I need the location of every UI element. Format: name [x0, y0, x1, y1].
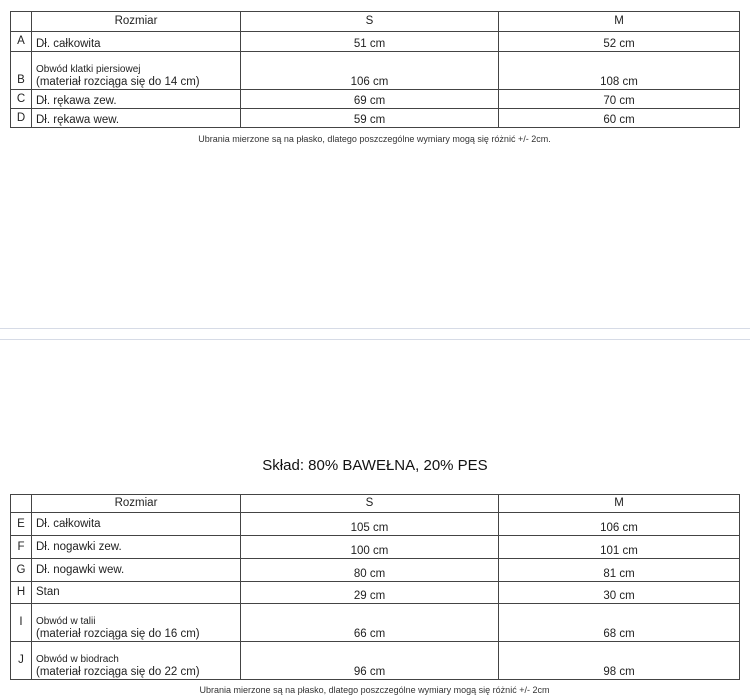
- row-label: [32, 642, 241, 680]
- row-value-m: 60 cm: [499, 109, 740, 128]
- row-label-line1: Obwód w talii: [36, 616, 96, 627]
- table-row: [11, 642, 740, 680]
- row-label-line2: (materiał rozciąga się do 22 cm): [36, 666, 200, 678]
- row-value-m: 108 cm: [499, 52, 740, 90]
- row-letter: D: [11, 109, 32, 128]
- row-label: [32, 52, 241, 90]
- row-value-s: 66 cm: [241, 604, 499, 642]
- row-value-s: 69 cm: [241, 90, 499, 109]
- row-label: Dł. nogawki wew.: [32, 559, 241, 582]
- row-letter: F: [11, 536, 32, 559]
- composition-heading: Skład: 80% BAWEŁNA, 20% PES: [262, 457, 488, 474]
- row-letter: J: [11, 642, 32, 680]
- row-value-s: 51 cm: [241, 32, 499, 52]
- row-letter: A: [11, 32, 32, 52]
- measurement-note-top: Ubrania mierzone są na płasko, dlatego poszczególne wymiary mogą się różnić +/- 2cm.: [198, 134, 551, 144]
- table-row: [11, 109, 740, 128]
- header-size-s: S: [241, 495, 499, 513]
- table-row: [11, 582, 740, 604]
- row-letter: B: [11, 52, 32, 90]
- row-label: Dł. całkowita: [32, 32, 241, 52]
- row-label: Dł. nogawki zew.: [32, 536, 241, 559]
- section-divider: [0, 328, 750, 329]
- row-value-s: 105 cm: [241, 513, 499, 536]
- row-value-m: 70 cm: [499, 90, 740, 109]
- table-header-row: [11, 12, 740, 32]
- row-letter: C: [11, 90, 32, 109]
- header-empty: [11, 495, 32, 513]
- header-size-s: S: [241, 12, 499, 32]
- row-value-s: 80 cm: [241, 559, 499, 582]
- row-value-m: 81 cm: [499, 559, 740, 582]
- row-value-m: 30 cm: [499, 582, 740, 604]
- row-letter: E: [11, 513, 32, 536]
- table-row: [11, 536, 740, 559]
- section-divider: [0, 339, 750, 340]
- row-letter: H: [11, 582, 32, 604]
- row-label: Dł. rękawa zew.: [32, 90, 241, 109]
- row-value-s: 59 cm: [241, 109, 499, 128]
- size-table-bottom: [10, 494, 740, 680]
- header-empty: [11, 12, 32, 32]
- table-header-row: [11, 495, 740, 513]
- row-value-m: 98 cm: [499, 642, 740, 680]
- row-label: Dł. całkowita: [32, 513, 241, 536]
- header-size-m: M: [499, 12, 740, 32]
- table-row: [11, 90, 740, 109]
- row-value-m: 52 cm: [499, 32, 740, 52]
- row-value-m: 101 cm: [499, 536, 740, 559]
- table-row: [11, 559, 740, 582]
- row-value-s: 100 cm: [241, 536, 499, 559]
- row-letter: I: [11, 604, 32, 642]
- row-value-s: 106 cm: [241, 52, 499, 90]
- row-letter: G: [11, 559, 32, 582]
- table-row: [11, 604, 740, 642]
- table-row: [11, 32, 740, 52]
- measurement-note-bottom: Ubrania mierzone są na płasko, dlatego poszczególne wymiary mogą się różnić +/- 2cm: [199, 685, 550, 695]
- row-value-m: 68 cm: [499, 604, 740, 642]
- row-value-s: 29 cm: [241, 582, 499, 604]
- row-label: Stan: [32, 582, 241, 604]
- size-table-top: [10, 11, 740, 128]
- row-label-line1: Obwód klatki piersiowej: [36, 64, 141, 75]
- row-label-line1: Obwód w biodrach: [36, 654, 119, 665]
- row-label: [32, 604, 241, 642]
- header-size-m: M: [499, 495, 740, 513]
- table-row: [11, 513, 740, 536]
- row-label-line2: (materiał rozciąga się do 14 cm): [36, 76, 200, 88]
- table-row: [11, 52, 740, 90]
- row-value-m: 106 cm: [499, 513, 740, 536]
- row-label-line2: (materiał rozciąga się do 16 cm): [36, 628, 200, 640]
- row-label: Dł. rękawa wew.: [32, 109, 241, 128]
- row-value-s: 96 cm: [241, 642, 499, 680]
- header-size-label: Rozmiar: [32, 495, 241, 513]
- header-size-label: Rozmiar: [32, 12, 241, 32]
